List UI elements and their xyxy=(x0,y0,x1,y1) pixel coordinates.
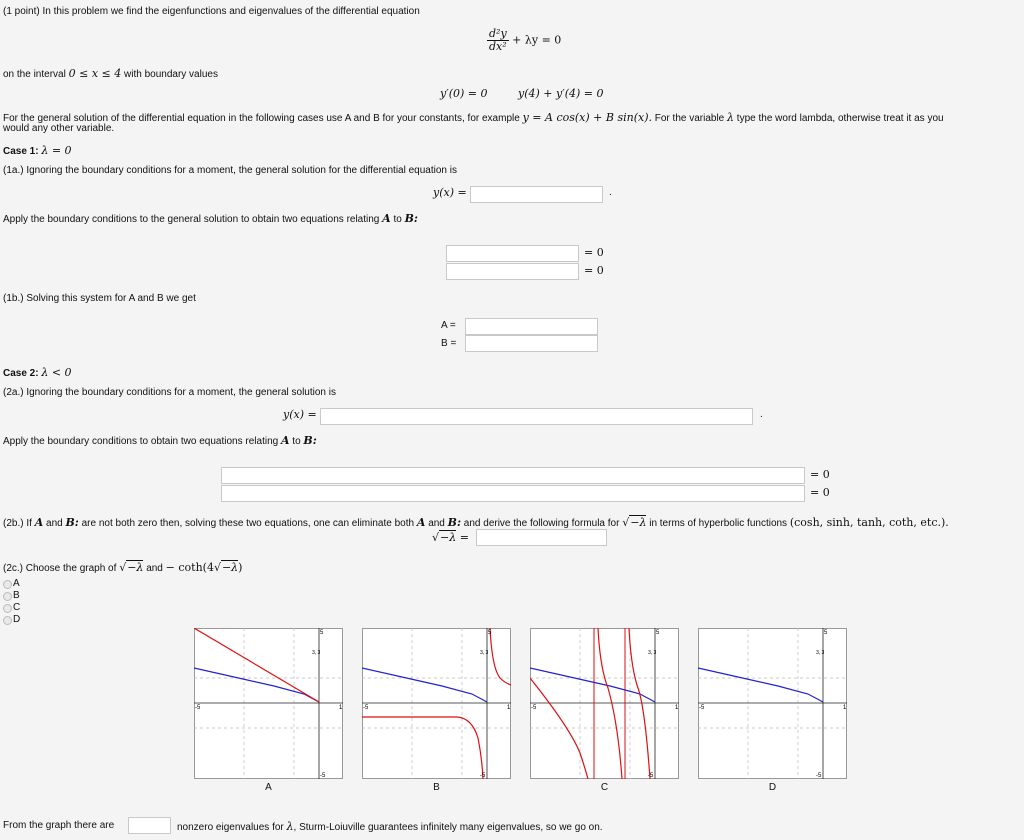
case2-eq1-rhs: = 0 xyxy=(810,468,830,481)
graph-A-tick-mid: 3, 3 xyxy=(312,650,321,656)
case2-heading: Case 2: λ < 0 xyxy=(3,366,72,379)
graph-D-tick-mid: 3, 3 xyxy=(816,650,825,656)
graph-label-B: B xyxy=(433,782,440,793)
graph-B-tick-mid: 3, 3 xyxy=(480,650,489,656)
graph-C-tick-right: 1 xyxy=(675,705,679,711)
graph-A xyxy=(194,628,343,779)
graph-label-D: D xyxy=(768,782,777,793)
case1-eq2-rhs: = 0 xyxy=(584,264,604,277)
radio-C[interactable] xyxy=(3,604,12,613)
graph-C-tick-bottom: -5 xyxy=(648,773,654,779)
case2-sqrt-input[interactable] xyxy=(476,529,607,546)
case2-yx-label: y(x) = xyxy=(283,408,317,421)
ode-equation xyxy=(487,28,561,53)
case2-eq2-rhs: = 0 xyxy=(810,486,830,499)
case1-q1b: (1b.) Solving this system for A and B we get xyxy=(3,293,196,304)
graph-D-tick-right: 1 xyxy=(843,705,847,711)
case1-eq1-input[interactable] xyxy=(446,245,579,262)
case2-eq1-input[interactable] xyxy=(221,467,805,484)
graph-A-tick-right: 1 xyxy=(339,705,343,711)
ode-fraction: $\frac{\text{d²y}}{\text{dx²}}$ xyxy=(489,27,507,53)
case1-B-label: B = xyxy=(441,338,457,349)
graph-C-tick-left: -5 xyxy=(531,705,537,711)
graph-C-tick-mid: 3, 3 xyxy=(648,650,657,656)
case1-eq1-rhs: = 0 xyxy=(584,246,604,259)
graph-C xyxy=(530,628,679,779)
footer-prefix: From the graph there are xyxy=(3,820,115,831)
case1-period: . xyxy=(609,187,612,198)
graph-D-tick-top: 5 xyxy=(824,630,828,636)
case1-B-input[interactable] xyxy=(465,335,598,352)
case1-yx-label: y(x) = xyxy=(433,186,467,199)
radio-B[interactable] xyxy=(3,592,12,601)
graph-D xyxy=(698,628,847,779)
case2-q2b: (2b.) If A and B: are not both zero then, solving these two equations, one can eliminate both A and B: and derive the following formula for √−λ in terms of hyperbolic functions (cosh, sinh, tanh, coth, etc.). xyxy=(3,516,949,529)
graph-B xyxy=(362,628,511,779)
radio-D[interactable] xyxy=(3,616,12,625)
graph-A-tick-top: 5 xyxy=(320,630,324,636)
case2-apply: Apply the boundary conditions to obtain two equations relating A to B: xyxy=(3,434,317,447)
graph-B-tick-right: 1 xyxy=(507,705,511,711)
case1-eq2-input[interactable] xyxy=(446,263,579,280)
case1-apply: Apply the boundary conditions to the general solution to obtain two equations relating A to B: xyxy=(3,212,418,225)
intro-text: (1 point) In this problem we find the eigenfunctions and eigenvalues of the differential equation xyxy=(3,6,420,17)
graph-label-C: C xyxy=(600,782,609,793)
graph-B-tick-left: -5 xyxy=(363,705,369,711)
ode-rest: + λy = 0 xyxy=(512,33,562,47)
case1-A-input[interactable] xyxy=(465,318,598,335)
graph-B-tick-top: 5 xyxy=(488,630,492,636)
case2-eq2-input[interactable] xyxy=(221,485,805,502)
case2-yx-input[interactable] xyxy=(320,408,753,425)
case1-yx-input[interactable] xyxy=(470,186,603,203)
graph-A-tick-bottom: -5 xyxy=(320,773,326,779)
case2-period: . xyxy=(760,409,763,420)
graph-label-A: A xyxy=(265,782,272,793)
case2-q2c: (2c.) Choose the graph of √−λ and − coth(4√−λ) xyxy=(3,561,243,574)
graph-C-tick-top: 5 xyxy=(656,630,660,636)
instructions-line1: For the general solution of the differential equation in the following cases use A and B for your constants, for example y = A cos(x) + B sin(x). For the variable λ type the word lambda, otherwise treat it as you xyxy=(3,111,944,124)
case1-q1a: (1a.) Ignoring the boundary conditions for a moment, the general solution for the differential equation is xyxy=(3,165,457,176)
interval-line: on the interval 0 ≤ x ≤ 4 with boundary values xyxy=(3,67,218,80)
instructions-line2: would any other variable. xyxy=(3,123,115,134)
bc-right: y(4) + y′(4) = 0 xyxy=(518,87,604,100)
radio-A[interactable] xyxy=(3,580,12,589)
case2-sqrt-label: √−λ = xyxy=(432,531,469,544)
graph-A-tick-left: -5 xyxy=(195,705,201,711)
case2-q2a: (2a.) Ignoring the boundary conditions for a moment, the general solution is xyxy=(3,387,336,398)
graph-D-tick-bottom: -5 xyxy=(816,773,822,779)
graph-D-tick-left: -5 xyxy=(699,705,705,711)
footer-suffix: nonzero eigenvalues for λ, Sturm-Loiuville guarantees infinitely many eigenvalues, so we go on. xyxy=(177,820,603,833)
bc-left: y′(0) = 0 xyxy=(440,87,488,100)
graph-B-tick-bottom: -5 xyxy=(480,773,486,779)
case1-A-label: A = xyxy=(441,320,456,331)
eigenvalue-count-input[interactable] xyxy=(128,817,171,834)
case1-heading: Case 1: λ = 0 xyxy=(3,144,72,157)
